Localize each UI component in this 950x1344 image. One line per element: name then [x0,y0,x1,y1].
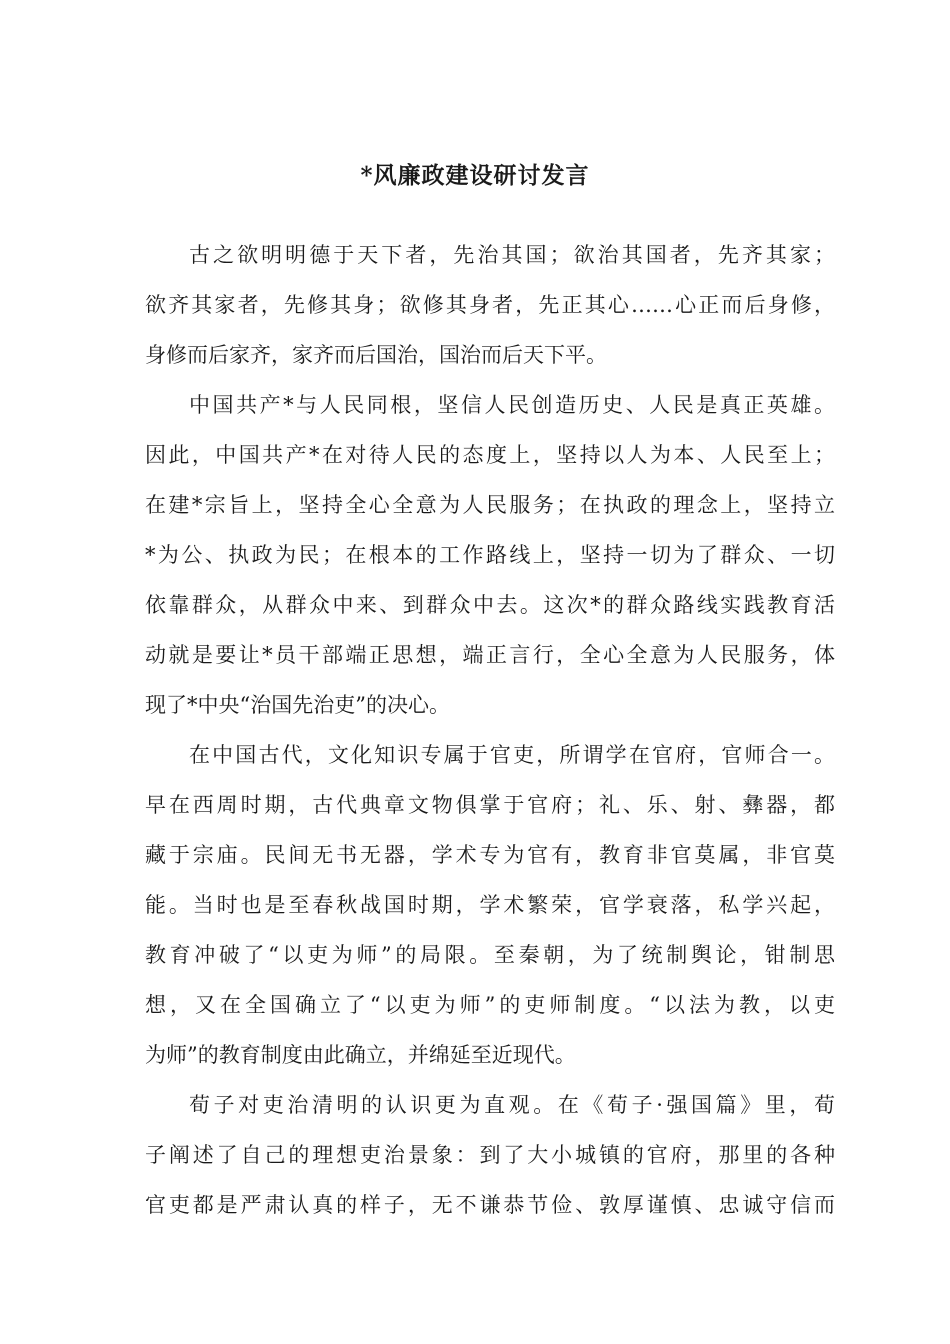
text-line: 官吏都是严肃认真的样子，无不谦恭节俭、敦厚谨慎、忠诚守信而 [145,1193,835,1217]
text-line: 中国共产*与人民同根，坚信人民创造历史、人民是真正英雄。 [189,393,835,417]
text-line: *为公、执政为民；在根本的工作路线上，坚持一切为了群众、一切 [145,543,835,567]
text-line: 因此，中国共产*在对待人民的态度上，坚持以人为本、人民至上； [145,443,835,467]
text-line: 现了*中央“治国先治吏”的决心。 [145,693,450,717]
text-line: 藏于宗庙。民间无书无器，学术专为官有，教育非官莫属，非官莫 [145,843,835,867]
text-line: 古之欲明明德于天下者，先治其国；欲治其国者，先齐其家； [189,243,835,267]
text-line: 想，又在全国确立了“以吏为师”的吏师制度。“以法为教，以吏 [145,993,835,1017]
text-line: 教育冲破了“以吏为师”的局限。至秦朝，为了统制舆论，钳制思 [145,943,835,967]
text-line: 子阐述了自己的理想吏治景象：到了大小城镇的官府，那里的各种 [145,1143,835,1167]
text-line: 在中国古代，文化知识专属于官吏，所谓学在官府，官师合一。 [189,743,835,767]
document-title: *风廉政建设研讨发言 [360,162,590,189]
text-line: 荀子对吏治清明的认识更为直观。在《荀子·强国篇》里，荀 [189,1093,835,1117]
text-line: 欲齐其家者，先修其身；欲修其身者，先正其心……心正而后身修， [145,293,835,317]
text-line: 为师”的教育制度由此确立，并绵延至近现代。 [145,1043,576,1067]
paragraph-2 [145,380,835,730]
text-line: 早在西周时期，古代典章文物俱掌于官府；礼、乐、射、彝器，都 [145,793,835,817]
document-body [145,230,835,1230]
text-line: 能。当时也是至春秋战国时期，学术繁荣，官学衰落，私学兴起， [145,893,835,917]
text-line: 动就是要让*员干部端正思想，端正言行，全心全意为人民服务，体 [145,643,835,667]
text-line: 依靠群众，从群众中来、到群众中去。这次*的群众路线实践教育活 [145,593,835,617]
paragraph-4 [145,1080,835,1230]
paragraph-1 [145,230,835,380]
text-line: 身修而后家齐，家齐而后国治，国治而后天下平。 [145,343,607,367]
paragraph-3 [145,730,835,1080]
text-line: 在建*宗旨上，坚持全心全意为人民服务；在执政的理念上，坚持立 [145,493,835,517]
